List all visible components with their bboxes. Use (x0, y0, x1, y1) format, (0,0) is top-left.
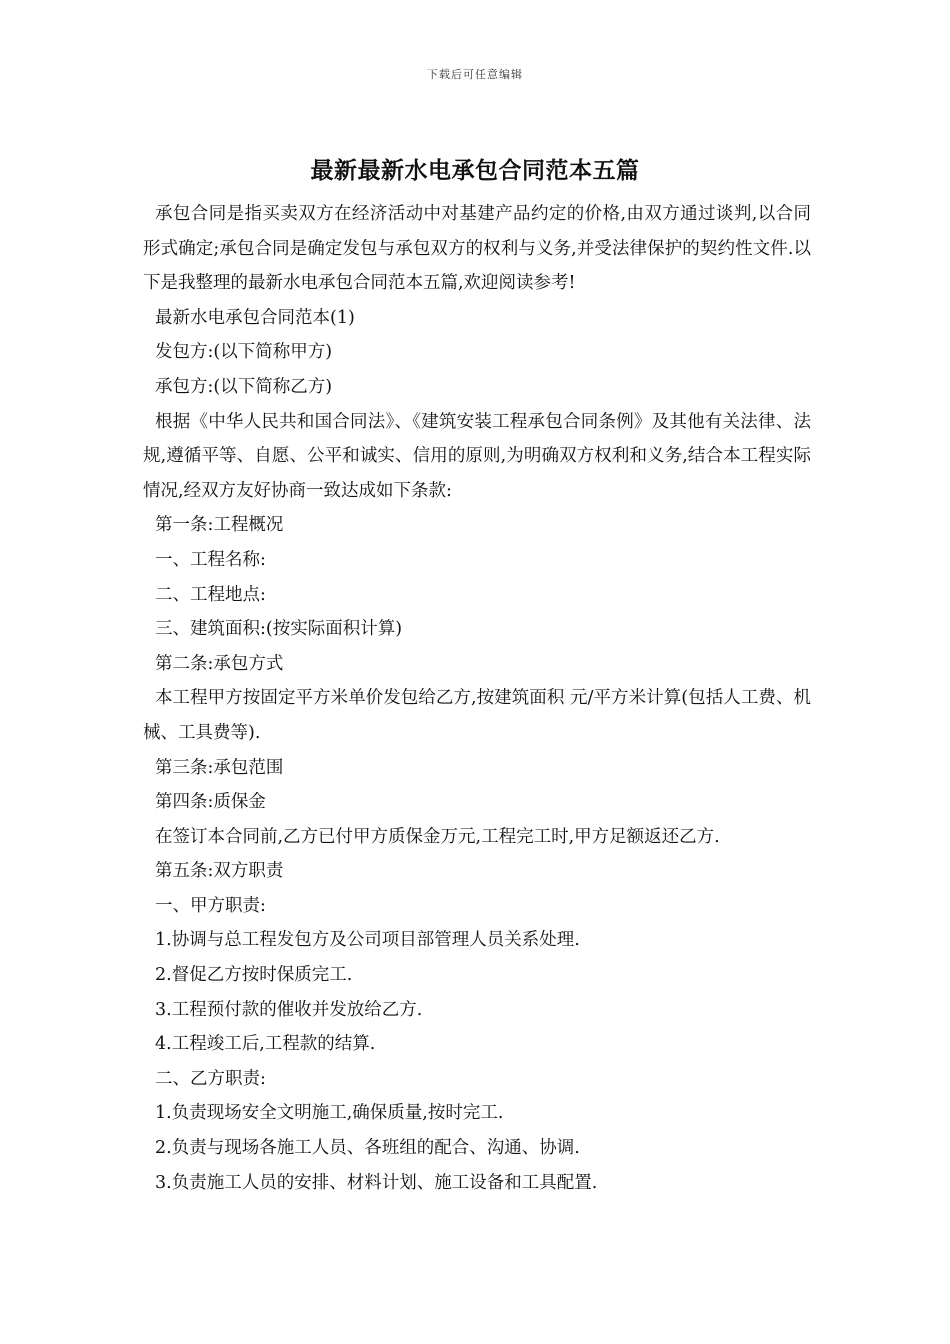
article-heading: 第四条:质保金 (155, 792, 266, 813)
party-a-line: 发包方:(以下简称甲方) (155, 342, 333, 363)
list-item: 3.工程预付款的催收并发放给乙方. (155, 999, 423, 1020)
clause-line: 三、建筑面积:(按实际面积计算) (155, 619, 403, 640)
intro-paragraph: 承包合同是指买卖双方在经济活动中对基建产品约定的价格,由双方通过谈判,以合同形式确定;承包合同是确定发包与承包双方的权利与义务,并受法律保护的契约性文件.以下是我整理的最新水电承包合同范本五篇,欢迎阅读参考! (143, 204, 811, 294)
party-b-line: 承包方:(以下简称乙方) (155, 376, 333, 397)
clause-paragraph: 在签订本合同前,乙方已付甲方质保金万元,工程完工时,甲方足额返还乙方. (155, 826, 720, 847)
document-title: 最新最新水电承包合同范本五篇 (310, 158, 640, 184)
clause-line: 一、工程名称: (155, 549, 266, 570)
list-item: 3.负责施工人员的安排、材料计划、施工设备和工具配置. (155, 1172, 598, 1193)
list-item: 2.督促乙方按时保质完工. (155, 965, 353, 986)
clause-line: 二、乙方职责: (155, 1068, 266, 1089)
article-heading: 第三条:承包范围 (155, 757, 284, 778)
list-item: 2.负责与现场各施工人员、各班组的配合、沟通、协调. (155, 1138, 580, 1159)
article-heading: 第一条:工程概况 (155, 515, 284, 536)
list-item: 1.负责现场安全文明施工,确保质量,按时完工. (155, 1103, 504, 1124)
clause-paragraph: 本工程甲方按固定平方米单价发包给乙方,按建筑面积 元/平方米计算(包括人工费、机械、工具费等). (143, 688, 811, 743)
list-item: 1.协调与总工程发包方及公司项目部管理人员关系处理. (155, 930, 580, 951)
header-note: 下载后可任意编辑 (427, 68, 523, 81)
article-heading: 第五条:双方职责 (155, 861, 284, 882)
section-heading: 最新水电承包合同范本(1) (155, 307, 355, 328)
article-heading: 第二条:承包方式 (155, 653, 284, 674)
document-body (143, 197, 811, 1200)
basis-paragraph: 根据《中华人民共和国合同法》、《建筑安装工程承包合同条例》及其他有关法律、法规,遵循平等、自愿、公平和诚实、信用的原则,为明确双方权利和义务,结合本工程实际情况,经双方友好协商一致达成如下条款: (143, 411, 811, 501)
list-item: 4.工程竣工后,工程款的结算. (155, 1034, 376, 1055)
clause-line: 二、工程地点: (155, 584, 266, 605)
clause-line: 一、甲方职责: (155, 895, 266, 916)
